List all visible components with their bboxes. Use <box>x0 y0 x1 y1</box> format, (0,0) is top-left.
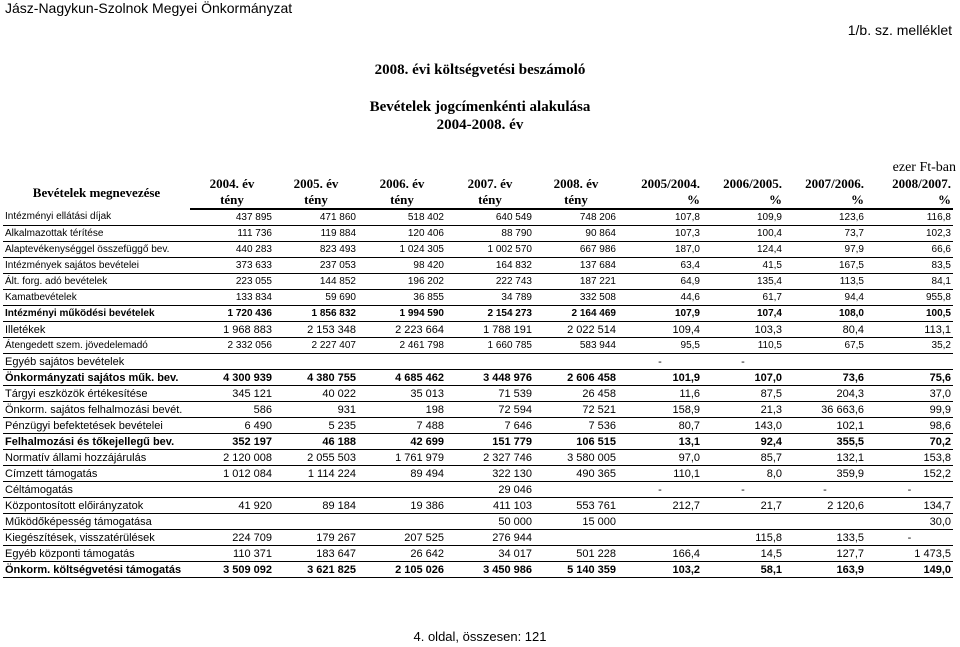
column-header-6: 2005/2004. <box>641 176 700 191</box>
table-cell: 46 188 <box>322 435 356 448</box>
table-row <box>3 370 953 386</box>
annex-label: 1/b. sz. melléklet <box>847 22 952 38</box>
table-cell: 823 493 <box>319 243 356 255</box>
table-row <box>3 530 953 546</box>
report-subtitle: Bevételek jogcímenkénti alakulása <box>369 99 591 115</box>
table-cell: 103,2 <box>672 563 700 576</box>
table-row <box>3 466 953 482</box>
table-cell: 1 761 979 <box>395 451 444 464</box>
report-period: 2004-2008. év <box>436 117 524 133</box>
table-cell: 107,0 <box>754 371 782 384</box>
table-cell: 13,1 <box>678 435 700 448</box>
table-cell: 5 235 <box>328 419 356 432</box>
column-header-1: 2004. év <box>209 176 255 191</box>
row-label: Működőképesség támogatása <box>5 515 152 528</box>
table-cell: 64,9 <box>680 275 700 287</box>
table-row <box>3 482 953 498</box>
table-body <box>3 209 953 578</box>
table-row <box>3 386 953 402</box>
table-cell: 101,9 <box>672 371 700 384</box>
column-header-8: 2007/2006. <box>805 176 864 191</box>
column-subheader-7: % <box>702 192 784 209</box>
table-cell: 153,8 <box>923 451 951 464</box>
row-label: Átengedett szem. jövedelemadó <box>5 339 148 351</box>
table-cell: 107,4 <box>756 307 782 319</box>
header-row-years <box>3 176 953 192</box>
table-cell: 67,5 <box>844 339 864 351</box>
table-cell: 73,7 <box>844 227 864 239</box>
table-cell: 931 <box>337 403 356 416</box>
column-subheader-2: tény <box>274 192 358 209</box>
table-cell: 15 000 <box>582 515 616 528</box>
table-cell: 411 103 <box>493 499 532 512</box>
table-cell: 41,5 <box>762 259 782 271</box>
table-cell: - <box>658 355 662 368</box>
table-cell: 332 508 <box>579 291 616 303</box>
table-cell: 1 994 590 <box>399 307 444 319</box>
table-cell: 94,4 <box>844 291 864 303</box>
row-label: Kamatbevételek <box>5 291 77 303</box>
table-cell: 34 017 <box>498 547 532 560</box>
table-cell: 109,4 <box>672 323 700 336</box>
table-cell: 100,4 <box>756 227 782 239</box>
table-cell: 8,0 <box>766 467 782 480</box>
table-cell: 151 779 <box>492 435 532 448</box>
table-row <box>3 498 953 514</box>
table-cell <box>618 514 702 530</box>
table-row <box>3 322 953 338</box>
table-row <box>3 338 953 354</box>
table-cell: 133,5 <box>836 531 864 544</box>
table-cell: 164 832 <box>495 259 532 271</box>
table-cell: 144 852 <box>319 275 356 287</box>
table-cell: 102,3 <box>925 227 951 239</box>
row-label: Felhalmozási és tőkejellegű bev. <box>5 435 175 448</box>
table-cell: 119 884 <box>320 227 356 239</box>
table-cell: 42 699 <box>410 435 444 448</box>
table-cell <box>534 354 618 370</box>
table-row <box>3 354 953 370</box>
row-label: Címzett támogatás <box>5 467 98 480</box>
table-cell: 124,4 <box>756 243 782 255</box>
table-cell: 116,8 <box>926 211 951 223</box>
table-cell: 100,5 <box>925 307 951 319</box>
table-cell: 1 114 224 <box>307 467 356 480</box>
table-cell <box>274 514 358 530</box>
table-cell: 123,6 <box>838 211 864 223</box>
column-subheader-3: tény <box>358 192 446 209</box>
table-row <box>3 514 953 530</box>
table-cell: 4 380 755 <box>307 371 356 384</box>
row-label: Alkalmazottak térítése <box>5 227 104 239</box>
table-cell: 80,7 <box>678 419 700 432</box>
table-cell: 7 488 <box>416 419 444 432</box>
table-cell: - <box>658 483 662 496</box>
table-row <box>3 450 953 466</box>
table-cell: 163,9 <box>836 563 864 576</box>
table-row <box>3 290 953 306</box>
table-cell: 187,0 <box>674 243 700 255</box>
table-cell: 98 420 <box>413 259 444 271</box>
table-cell: 135,4 <box>756 275 782 287</box>
table-cell: 352 197 <box>232 435 272 448</box>
table-cell: 113,5 <box>839 275 864 287</box>
column-header-3: 2006. év <box>379 176 425 191</box>
row-label: Intézményi működési bevételek <box>5 307 155 319</box>
table-cell: 99,9 <box>929 403 951 416</box>
table-cell: 149,0 <box>923 563 951 576</box>
column-subheader-6: % <box>618 192 702 209</box>
table-cell: 44,6 <box>680 291 700 303</box>
table-cell: 3 448 976 <box>483 371 532 384</box>
column-header-name: Bevételek megnevezése <box>32 184 161 200</box>
table-cell: 72 594 <box>498 403 532 416</box>
table-cell: 115,8 <box>755 531 782 544</box>
table-cell: 748 206 <box>579 211 616 223</box>
table-cell: 3 580 005 <box>567 451 616 464</box>
table-cell: 3 509 092 <box>223 563 272 576</box>
table-cell: 34 789 <box>501 291 532 303</box>
table-cell: 207 525 <box>404 531 444 544</box>
table-cell: 4 300 939 <box>223 371 272 384</box>
table-cell: 196 202 <box>407 275 444 287</box>
table-cell: 36 663,6 <box>821 403 864 416</box>
table-cell: 35 013 <box>410 387 444 400</box>
table-cell: 103,3 <box>754 323 782 336</box>
table-cell: - <box>741 355 745 368</box>
row-label: Önkormányzati sajátos műk. bev. <box>5 371 179 384</box>
table-cell: 518 402 <box>407 211 444 223</box>
table-row <box>3 562 953 578</box>
table-cell: 89 494 <box>410 467 444 480</box>
table-cell: 187 221 <box>579 275 616 287</box>
table-cell: 198 <box>425 403 444 416</box>
table-cell: 1 473,5 <box>914 547 951 560</box>
table-cell: 83,5 <box>931 259 951 271</box>
table-cell: 222 743 <box>495 275 532 287</box>
row-label: Pénzügyi befektetések bevételei <box>5 419 163 432</box>
table-cell: 102,1 <box>836 419 864 432</box>
table-cell: 373 633 <box>235 259 272 271</box>
table-cell: 106 515 <box>576 435 616 448</box>
column-subheader-9: % <box>866 192 953 209</box>
table-cell: 2 055 503 <box>307 451 356 464</box>
column-header-7: 2006/2005. <box>723 176 782 191</box>
table-cell: 120 406 <box>407 227 444 239</box>
table-cell: 640 549 <box>495 211 532 223</box>
table-cell: 87,5 <box>760 387 782 400</box>
table-cell: 92,4 <box>760 435 782 448</box>
table-cell <box>534 530 618 546</box>
table-cell: 237 053 <box>319 259 356 271</box>
table-cell: 2 105 026 <box>395 563 444 576</box>
table-cell: 95,5 <box>680 339 700 351</box>
table-cell: 89 184 <box>322 499 356 512</box>
table-cell: 212,7 <box>672 499 700 512</box>
table-cell <box>866 354 953 370</box>
table-cell: 2 332 056 <box>227 339 272 351</box>
table-cell: 21,7 <box>760 499 782 512</box>
row-label: Céltámogatás <box>5 483 73 496</box>
table-cell: 355,5 <box>836 435 864 448</box>
table-cell: 14,5 <box>760 547 782 560</box>
table-cell: 1 856 832 <box>311 307 356 319</box>
table-cell <box>534 482 618 498</box>
row-label: Normatív állami hozzájárulás <box>5 451 147 464</box>
table-cell: 2 164 469 <box>571 307 616 319</box>
table-cell <box>274 482 358 498</box>
table-cell: 75,6 <box>929 371 951 384</box>
table-cell: 2 120 008 <box>223 451 272 464</box>
table-row <box>3 209 953 226</box>
column-header-4: 2007. év <box>467 176 513 191</box>
column-header-5: 2008. év <box>553 176 599 191</box>
table-cell: 166,4 <box>672 547 700 560</box>
table-cell: 1 968 883 <box>223 323 272 336</box>
table-cell: 553 761 <box>576 499 616 512</box>
table-cell: 72 521 <box>582 403 616 416</box>
table-cell: 2 153 348 <box>307 323 356 336</box>
table-cell: 26 458 <box>582 387 616 400</box>
table-row <box>3 546 953 562</box>
table-cell: 58,1 <box>760 563 782 576</box>
table-cell: 61,7 <box>762 291 782 303</box>
table-cell: 1 002 570 <box>487 243 532 255</box>
table-cell: 440 283 <box>235 243 272 255</box>
table-cell: 107,3 <box>674 227 700 239</box>
table-cell: 2 022 514 <box>567 323 616 336</box>
table-cell: 152,2 <box>923 467 951 480</box>
table-cell: 2 227 407 <box>311 339 356 351</box>
table-cell: 36 855 <box>413 291 444 303</box>
column-header-2: 2005. év <box>293 176 339 191</box>
table-cell: 501 228 <box>576 547 616 560</box>
table-cell: 132,1 <box>836 451 864 464</box>
table-cell <box>190 514 274 530</box>
row-label: Önkorm. sajátos felhalmozási bevét. <box>5 403 183 416</box>
table-cell: - <box>823 483 827 496</box>
table-cell: 3 450 986 <box>483 563 532 576</box>
table-cell: 111 736 <box>237 227 272 239</box>
table-cell: 37,0 <box>929 387 951 400</box>
column-subheader-5: tény <box>534 192 618 209</box>
table-cell: 66,6 <box>931 243 951 255</box>
table-cell: 2 154 273 <box>487 307 532 319</box>
table-row <box>3 226 953 242</box>
table-cell: 345 121 <box>232 387 272 400</box>
table-cell: 11,6 <box>679 387 700 400</box>
table-cell: 224 709 <box>232 531 272 544</box>
table-cell: 113,1 <box>924 323 951 336</box>
table-cell: 19 386 <box>410 499 444 512</box>
table-cell: 107,9 <box>674 307 700 319</box>
table-cell: 50 000 <box>498 515 532 528</box>
unit-label: ezer Ft-ban <box>892 160 956 175</box>
table-cell <box>784 514 866 530</box>
table-cell: 1 720 436 <box>227 307 272 319</box>
table-cell: 143,0 <box>754 419 782 432</box>
table-cell: 955,8 <box>925 291 951 303</box>
table-cell <box>190 482 274 498</box>
table-cell: 110,5 <box>757 339 782 351</box>
table-cell: 41 920 <box>238 499 272 512</box>
table-cell: 2 461 798 <box>399 339 444 351</box>
table-cell: 108,0 <box>838 307 864 319</box>
table-cell <box>618 530 702 546</box>
table-cell: 2 327 746 <box>483 451 532 464</box>
table-cell: 59 690 <box>325 291 356 303</box>
table-row <box>3 306 953 322</box>
table-cell <box>358 482 446 498</box>
row-label: Illetékek <box>5 323 46 336</box>
table-cell: 2 606 458 <box>567 371 616 384</box>
row-label: Önkorm. költségvetési támogatás <box>5 563 182 576</box>
table-cell: 110 371 <box>233 547 272 560</box>
table-cell: 437 895 <box>235 211 272 223</box>
table-cell: 29 046 <box>498 483 532 496</box>
row-label: Egyéb sajátos bevételek <box>5 355 125 368</box>
table-cell: 85,7 <box>760 451 782 464</box>
row-label: Központosított előirányzatok <box>5 499 144 512</box>
table-cell: 158,9 <box>672 403 700 416</box>
table-cell: 7 536 <box>588 419 616 432</box>
table-cell: 1 788 191 <box>483 323 532 336</box>
table-cell: 7 646 <box>504 419 532 432</box>
table-cell: 26 642 <box>410 547 444 560</box>
table-cell: 1 012 084 <box>223 467 272 480</box>
column-subheader-4: tény <box>446 192 534 209</box>
table-cell: 30,0 <box>929 515 951 528</box>
table-cell: 586 <box>253 403 272 416</box>
table-cell <box>446 354 534 370</box>
table-cell: 97,9 <box>844 243 864 255</box>
table-row <box>3 402 953 418</box>
table-cell: 490 365 <box>576 467 616 480</box>
revenue-table <box>3 176 953 578</box>
table-cell: - <box>907 483 912 496</box>
table-cell: 71 539 <box>498 387 532 400</box>
table-cell: 6 490 <box>244 419 272 432</box>
table-cell: 5 140 359 <box>567 563 616 576</box>
table-cell: 107,8 <box>674 211 700 223</box>
table-cell: 2 223 664 <box>395 323 444 336</box>
table-cell: 80,4 <box>842 323 864 336</box>
table-cell: 4 685 462 <box>395 371 444 384</box>
table-cell <box>274 354 358 370</box>
table-cell: 137 684 <box>579 259 616 271</box>
row-label: Ált. forg. adó bevételek <box>5 275 108 287</box>
table-cell: 21,3 <box>760 403 782 416</box>
table-cell: 40 022 <box>322 387 356 400</box>
table-row <box>3 242 953 258</box>
table-cell: 127,7 <box>836 547 864 560</box>
report-title: 2008. évi költségvetési beszámoló <box>374 62 586 78</box>
table-cell: 2 120,6 <box>827 499 864 512</box>
table-cell: 223 055 <box>235 275 272 287</box>
table-cell <box>358 514 446 530</box>
table-cell: 179 267 <box>316 531 356 544</box>
table-cell: 35,2 <box>931 339 951 351</box>
table-row <box>3 258 953 274</box>
table-cell <box>358 354 446 370</box>
table-cell: 84,1 <box>931 275 951 287</box>
table-cell: 276 944 <box>492 531 532 544</box>
table-cell: 204,3 <box>836 387 864 400</box>
table-cell: 90 864 <box>585 227 616 239</box>
table-cell: 63,4 <box>680 259 700 271</box>
row-label: Intézmények sajátos bevételei <box>5 259 139 271</box>
table-cell <box>702 514 784 530</box>
table-row <box>3 274 953 290</box>
table-cell: 167,5 <box>838 259 864 271</box>
table-cell <box>190 354 274 370</box>
table-cell: 110,1 <box>673 467 700 480</box>
table-cell <box>784 354 866 370</box>
table-cell: 134,7 <box>923 499 951 512</box>
table-cell: 667 986 <box>579 243 616 255</box>
table-cell: - <box>907 531 912 544</box>
table-cell: 109,9 <box>756 211 782 223</box>
column-subheader-1: tény <box>190 192 274 209</box>
table-cell: 1 660 785 <box>487 339 532 351</box>
table-cell: 73,6 <box>842 371 864 384</box>
row-label: Tárgyi eszközök értékesítése <box>5 387 148 400</box>
table-cell: 471 860 <box>319 211 356 223</box>
table-cell: 183 647 <box>316 547 356 560</box>
table-cell: 583 944 <box>579 339 616 351</box>
table-cell: 3 621 825 <box>307 563 356 576</box>
table-cell: 88 790 <box>501 227 532 239</box>
organization-name: Jász-Nagykun-Szolnok Megyei Önkormányzat <box>5 0 293 16</box>
table-cell: - <box>741 483 745 496</box>
table-cell: 70,2 <box>929 435 951 448</box>
table-cell: 1 024 305 <box>399 243 444 255</box>
row-label: Egyéb központi támogatás <box>5 547 135 560</box>
table-cell: 133 834 <box>235 291 272 303</box>
row-label: Intézményi ellátási díjak <box>5 211 112 222</box>
row-label: Kiegészítések, visszatérülések <box>5 531 155 544</box>
column-subheader-8: % <box>784 192 866 209</box>
table-row <box>3 434 953 450</box>
table-row <box>3 418 953 434</box>
table-cell: 98,6 <box>929 419 951 432</box>
table-cell: 359,9 <box>836 467 864 480</box>
page-footer: 4. oldal, összesen: 121 <box>413 629 547 644</box>
table-cell: 97,0 <box>678 451 700 464</box>
table-cell: 322 130 <box>492 467 532 480</box>
column-header-9: 2008/2007. <box>892 176 951 191</box>
row-label: Alaptevékenységgel összefüggő bev. <box>5 243 170 255</box>
